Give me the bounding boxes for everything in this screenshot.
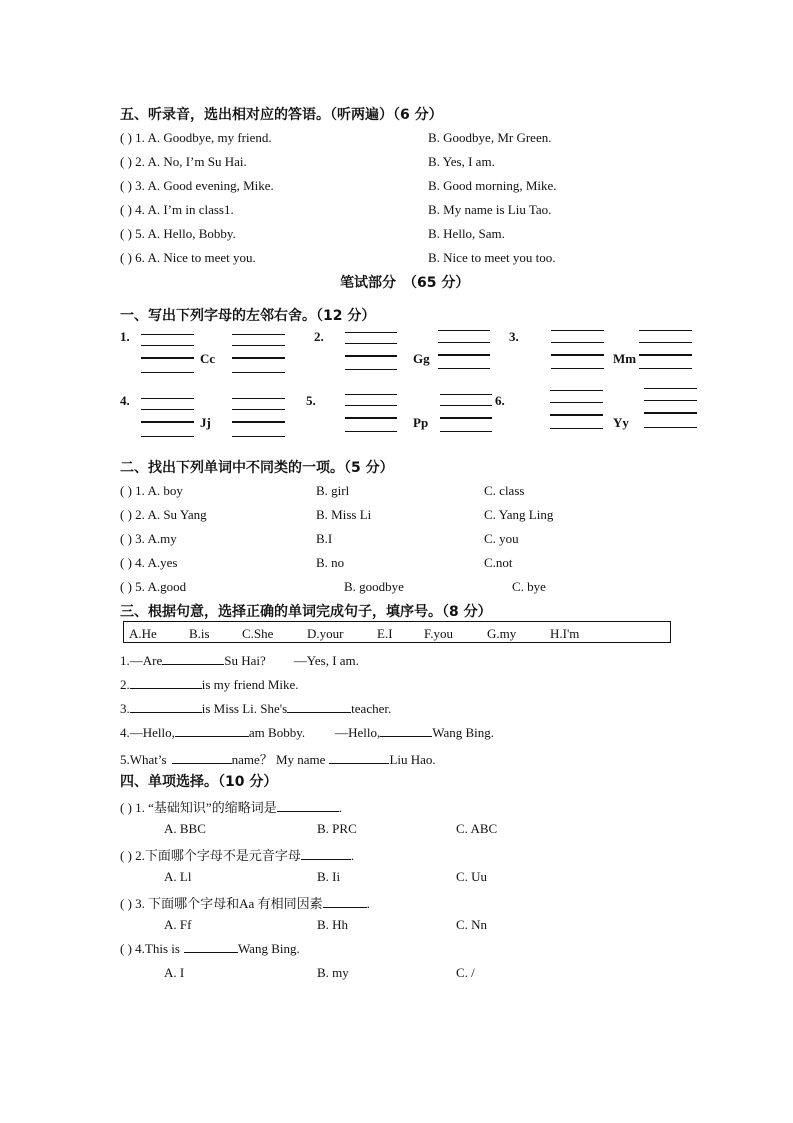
s2-q2: ( ) 2. A. Su Yang xyxy=(120,507,207,522)
s4-q3-a: A. Ff xyxy=(164,917,192,932)
word-options-box xyxy=(123,621,671,643)
section5-title: 五、听录音，选出相对应的答语。（听两遍）（6 分） xyxy=(120,107,443,123)
s5-q3: ( ) 3. A. Good evening, Mike. xyxy=(120,178,274,193)
section1-title: 一、写出下列字母的左邻右舍。（12 分） xyxy=(120,308,376,324)
s2-q5-c: C. bye xyxy=(512,579,546,594)
s3-blank-4a[interactable] xyxy=(175,725,249,737)
letter-group-3-letter: Mm xyxy=(613,351,637,366)
s2-q1: ( ) 1. A. boy xyxy=(120,483,183,498)
s3-blank-3a[interactable] xyxy=(130,701,202,713)
s2-q4-b: B. no xyxy=(316,555,345,570)
s4-q1: ( ) 1. “基础知识”的缩略词是 . xyxy=(120,800,342,815)
s4-q1-c: C. ABC xyxy=(456,821,498,836)
s4-q4-a: A. I xyxy=(164,965,185,980)
s5-q1: ( ) 1. A. Goodbye, my friend. xyxy=(120,130,272,145)
s5-q2-b: B. Yes, I am. xyxy=(428,154,495,169)
s2-q5: ( ) 5. A.good xyxy=(120,579,187,594)
s4-q3-b: B. Hh xyxy=(317,917,349,932)
s2-q4: ( ) 4. A.yes xyxy=(120,555,178,570)
s2-q3-c: C. you xyxy=(484,531,519,546)
letter-group-6-number: 6. xyxy=(495,393,505,408)
s4-q2-c: C. Uu xyxy=(456,869,488,884)
s4-q1-a: A. BBC xyxy=(164,821,206,836)
s4-blank-2[interactable] xyxy=(301,848,351,860)
s3-blank-5a[interactable] xyxy=(172,752,232,764)
s4-q1-b: B. PRC xyxy=(317,821,357,836)
s2-q3: ( ) 3. A.my xyxy=(120,531,177,546)
s3-sentence-5: 5.What’s name？ My name Liu Hao. xyxy=(120,752,436,767)
s2-q1-b: B. girl xyxy=(316,483,350,498)
s5-q3-b: B. Good morning, Mike. xyxy=(428,178,557,193)
s4-q2-a: A. Ll xyxy=(164,869,192,884)
s5-q4: ( ) 4. A. I’m in class1. xyxy=(120,202,234,217)
letter-group-5-letter: Pp xyxy=(413,415,429,430)
s2-q5-b: B. goodbye xyxy=(344,579,404,594)
letter-group-2-number: 2. xyxy=(314,329,324,344)
section3-title: 三、根据句意，选择正确的单词完成句子，填序号。（8 分） xyxy=(120,604,492,620)
section4-title: 四、单项选择。（10 分） xyxy=(120,774,278,790)
word-option-c: C.She xyxy=(242,626,274,641)
s4-q3: ( ) 3. 下面哪个字母和Aa 有相同因素 . xyxy=(120,896,370,911)
letter-group-1-number: 1. xyxy=(120,329,130,344)
word-option-b: B.is xyxy=(189,626,210,641)
s5-q4-b: B. My name is Liu Tao. xyxy=(428,202,552,217)
letter-group-5-number: 5. xyxy=(306,393,316,408)
s4-blank-4[interactable] xyxy=(184,941,238,953)
s3-sentence-2: 2. is my friend Mike. xyxy=(120,677,299,692)
s3-blank-5b[interactable] xyxy=(329,752,389,764)
section2-title: 二、找出下列单词中不同类的一项。（5 分） xyxy=(120,460,394,476)
s4-q4: ( ) 4.This is Wang Bing. xyxy=(120,941,300,956)
s5-q6-b: B. Nice to meet you too. xyxy=(428,250,556,265)
s4-blank-1[interactable] xyxy=(277,800,339,812)
letter-group-4-number: 4. xyxy=(120,393,130,408)
s5-q6: ( ) 6. A. Nice to meet you. xyxy=(120,250,256,265)
written-part-title: 笔试部分 （65 分） xyxy=(340,275,470,291)
s2-q1-c: C. class xyxy=(484,483,525,498)
s4-q2: ( ) 2.下面哪个字母不是元音字母 . xyxy=(120,848,355,863)
s3-sentence-1: 1.—Are Su Hai? —Yes, I am. xyxy=(120,653,359,668)
word-option-d: D.your xyxy=(307,626,344,641)
s5-q2: ( ) 2. A. No, I’m Su Hai. xyxy=(120,154,247,169)
letter-group-1-letter: Cc xyxy=(200,351,216,366)
s4-blank-3[interactable] xyxy=(323,896,367,908)
word-option-h: H.I'm xyxy=(550,626,580,641)
s4-q3-c: C. Nn xyxy=(456,917,488,932)
letter-group-4-letter: Jj xyxy=(200,415,211,430)
s4-q4-b: B. my xyxy=(317,965,349,980)
s3-blank-4b[interactable] xyxy=(380,725,432,737)
letter-group-2-letter: Gg xyxy=(413,351,430,366)
s5-q5: ( ) 5. A. Hello, Bobby. xyxy=(120,226,236,241)
s5-q5-b: B. Hello, Sam. xyxy=(428,226,505,241)
s3-blank-2[interactable] xyxy=(130,677,202,689)
s3-blank-1[interactable] xyxy=(162,653,224,665)
s5-q1-b: B. Goodbye, Mr Green. xyxy=(428,130,552,145)
s2-q2-c: C. Yang Ling xyxy=(484,507,554,522)
word-option-e: E.I xyxy=(377,626,393,641)
word-option-f: F.you xyxy=(424,626,453,641)
word-option-g: G.my xyxy=(487,626,517,641)
s3-sentence-3: 3. is Miss Li. She's teacher. xyxy=(120,701,392,716)
s2-q4-c: C.not xyxy=(484,555,513,570)
word-option-a: A.He xyxy=(129,626,157,641)
s2-q2-b: B. Miss Li xyxy=(316,507,372,522)
s4-q4-c: C. / xyxy=(456,965,475,980)
s3-blank-3b[interactable] xyxy=(287,701,351,713)
letter-group-6-letter: Yy xyxy=(613,415,629,430)
letter-group-3-number: 3. xyxy=(509,329,519,344)
s3-sentence-4: 4.—Hello, am Bobby. —Hello, Wang Bing. xyxy=(120,725,495,740)
s4-q2-b: B. Ii xyxy=(317,869,341,884)
s2-q3-b: B.I xyxy=(316,531,333,546)
